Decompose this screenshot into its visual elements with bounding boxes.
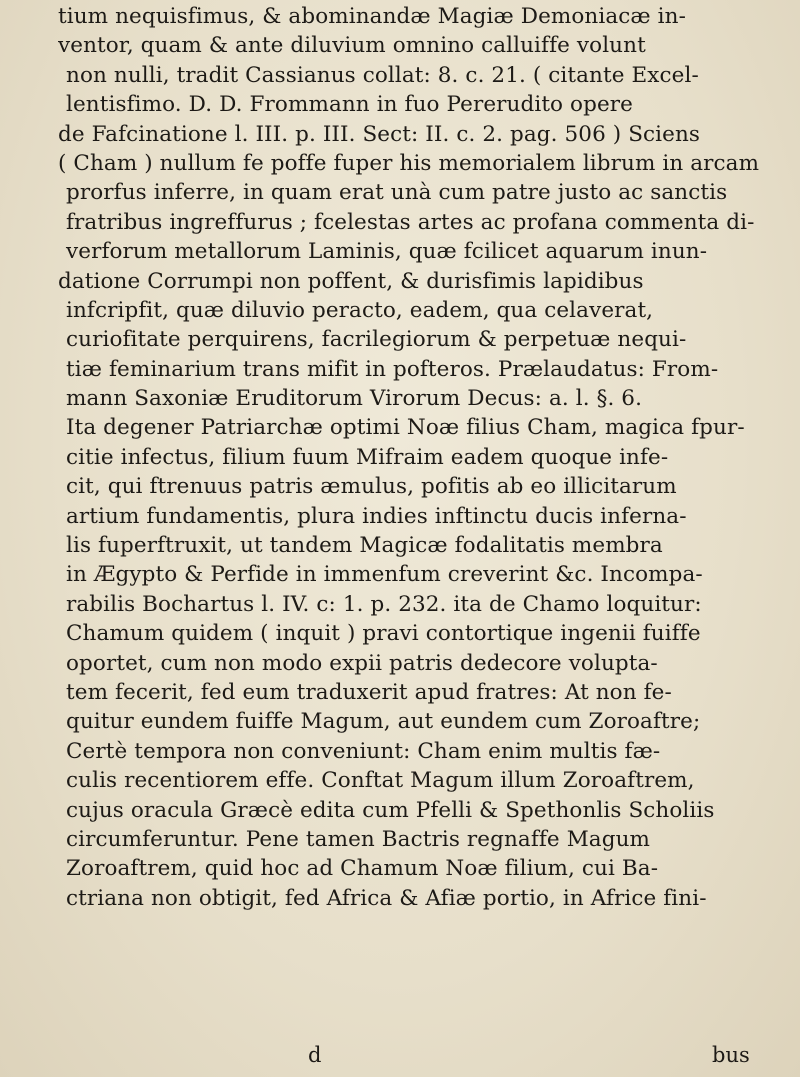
text-line: oportet, cum non modo expii patris dedecore volupta-: [66, 650, 658, 676]
text-line: artium fundamentis, plura indies inftinctu ducis inferna-: [66, 503, 687, 529]
text-line: fratribus ingreffurus ; fcelestas artes ac profana commenta di-: [66, 209, 755, 235]
body-text: [58, 2, 778, 913]
text-line: prorfus inferre, in quam erat unà cum patre justo ac sanctis: [66, 180, 728, 206]
text-line: Chamum quidem ( inquit ) pravi contortique ingenii fuiffe: [66, 621, 701, 647]
text-line: tiæ feminarium trans mifit in pofteros. Prælaudatus: From-: [66, 356, 719, 382]
text-line: de Fafcinatione l. III. p. III. Sect: II. c. 2. pag. 506 ) Sciens: [58, 121, 701, 147]
text-line: verforum metallorum Laminis, quæ fcilicet aquarum inun-: [66, 239, 708, 265]
text-line: lis fuperftruxit, ut tandem Magicæ fodalitatis membra: [66, 533, 663, 559]
text-line: Zoroaftrem, quid hoc ad Chamum Noæ filium, cui Ba-: [66, 856, 659, 882]
text-line: mann Saxoniæ Eruditorum Virorum Decus: a. l. §. 6.: [66, 386, 643, 412]
text-line: ventor, quam & ante diluvium omnino calluiffe volunt: [58, 33, 646, 59]
text-line: in Ægypto & Perfide in immenfum creverint &c. Incompa-: [66, 562, 703, 588]
text-line: tem fecerit, fed eum traduxerit apud fratres: At non fe-: [66, 679, 672, 705]
text-line: non nulli, tradit Cassianus collat: 8. c. 21. ( citante Excel-: [66, 62, 699, 88]
text-line: datione Corrumpi non poffent, & durisfimis lapidibus: [58, 268, 644, 294]
text-line: infcripfit, quæ diluvio peracto, eadem, qua celaverat,: [66, 297, 654, 323]
text-line: lentisfimo. D. D. Frommann in fuo Pererudito opere: [66, 92, 633, 118]
text-line: cit, qui ftrenuus patris æmulus, pofitis ab eo illicitarum: [66, 474, 677, 500]
text-line: rabilis Bochartus l. IV. c: 1. p. 232. ita de Chamo loquitur:: [66, 591, 702, 617]
text-line: quitur eundem fuiffe Magum, aut eundem cum Zoroaftre;: [66, 709, 701, 735]
text-line: cujus oracula Græcè edita cum Pfelli & Spethonlis Scholiis: [66, 797, 715, 823]
text-line: culis recentiorem effe. Conftat Magum illum Zoroaftrem,: [66, 768, 695, 794]
text-line: circumferuntur. Pene tamen Bactris regnaffe Magum: [66, 826, 651, 852]
text-line: Certè tempora non conveniunt: Cham enim multis fæ-: [66, 738, 661, 764]
catchword: bus: [712, 1043, 750, 1067]
text-line: ( Cham ) nullum fe poffe fuper his memorialem librum in arcam: [58, 150, 760, 176]
signature-mark: d: [308, 1043, 322, 1067]
text-line: curiofitate perquirens, facrilegiorum & perpetuæ nequi-: [66, 327, 687, 353]
text-line: ctriana non obtigit, fed Africa & Afiæ portio, in Africe fini-: [66, 885, 707, 911]
text-line: tium nequisfimus, & abominandæ Magiæ Demoniacæ in-: [58, 4, 686, 29]
text-line: citie infectus, filium fuum Mifraim eadem quoque infe-: [66, 444, 669, 470]
text-line: Ita degener Patriarchæ optimi Noæ filius Cham, magica fpur-: [66, 415, 745, 441]
